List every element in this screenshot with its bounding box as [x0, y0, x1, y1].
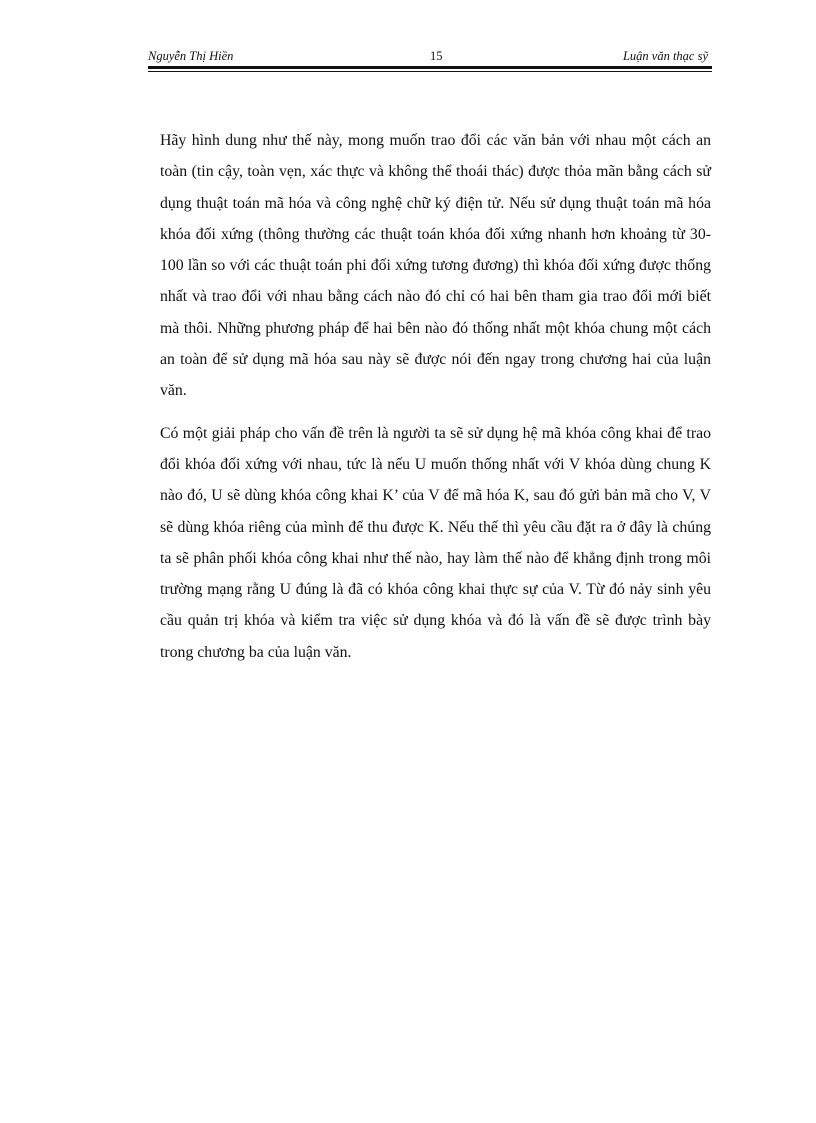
page-number: 15	[430, 49, 443, 63]
paragraph-2: Có một giải pháp cho vấn đề trên là người ta sẽ sử dụng hệ mã khóa công khai để trao đổi khóa đối xứng với nhau, tức là nếu U muốn thống nhất với V khóa dùng chung K nào đó, U sẽ dùng khóa công khai K’ của V để mã hóa K, sau đó gửi bản mã cho V, V sẽ dùng khóa riêng của mình để thu được K. Nếu thế thì yêu cầu đặt ra ở đây là chúng ta sẽ phân phối khóa công khai như thế nào, hay làm thế nào để khẳng định trong môi trường mạng rằng U đúng là đã có khóa công khai thực sự của V. Từ đó nảy sinh yêu cầu quản trị khóa và kiểm tra việc sử dụng khóa và đó là vấn đề sẽ được trình bày trong chương ba của luận văn.	[160, 424, 711, 661]
body-text	[160, 125, 711, 679]
paragraph-1: Hãy hình dung như thế này, mong muốn trao đổi các văn bản với nhau một cách an toàn (tin cậy, toàn vẹn, xác thực và không thể thoái thác) được thỏa mãn bằng cách sử dụng thuật toán mã hóa và công nghệ chữ ký điện tử. Nếu sử dụng thuật toán mã hóa khóa đối xứng (thông thường các thuật toán khóa đối xứng nhanh hơn khoảng từ 30-100 lần so với các thuật toán phi đối xứng tương đương) thì khóa đối xứng được thống nhất và trao đổi với nhau bằng cách nào đó chỉ có hai bên tham gia trao đổi mới biết mà thôi. Những phương pháp để hai bên nào đó thống nhất một khóa chung một cách an toàn để sử dụng mã hóa sau này sẽ được nói đến ngay trong chương hai của luận văn.	[160, 132, 711, 400]
header-rule-thick	[148, 66, 712, 69]
page-header	[148, 46, 712, 66]
header-rule-thin	[148, 71, 712, 72]
header-doc-type: Luận văn thạc sỹ	[622, 49, 708, 63]
header-author: Nguyễn Thị Hiền	[148, 49, 234, 63]
